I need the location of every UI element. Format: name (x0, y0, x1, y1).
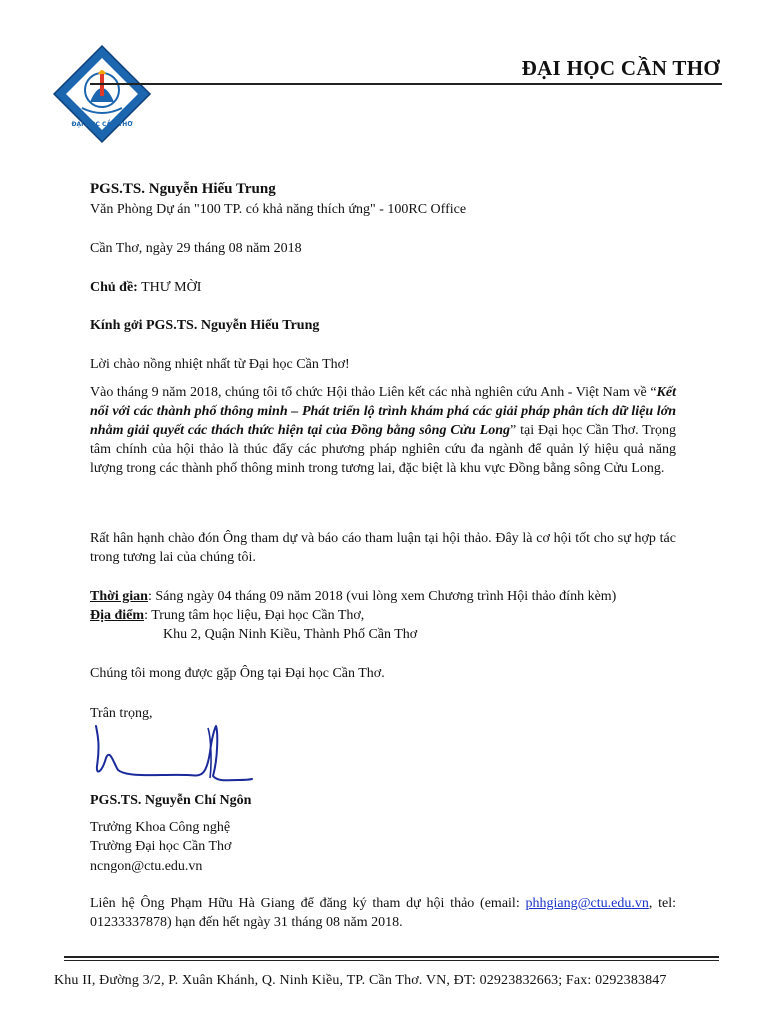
subject-value: THƯ MỜI (141, 280, 202, 295)
university-logo (52, 44, 152, 144)
contact-text-after: , tel: 01233337878) hạn đến hết ngày 31 tháng 08 năm 2018. (90, 896, 676, 930)
place-label: Địa điểm (90, 608, 145, 623)
signer-email: ncngon@ctu.edu.vn (90, 859, 203, 874)
closing: Trân trọng, (90, 706, 153, 721)
place-line (90, 606, 364, 625)
date-line: Cần Thơ, ngày 29 tháng 08 năm 2018 (90, 241, 302, 256)
paragraph-1-lead: Vào tháng 9 năm 2018, chúng tôi tổ chức Hội thảo Liên kết các nhà nghiên cứu Anh - Việt Nam về “ (90, 385, 657, 400)
closing-hope: Chúng tôi mong được gặp Ông tại Đại học Cần Thơ. (90, 666, 385, 681)
subject-label: Chủ đề: (90, 280, 138, 295)
header-rule (90, 83, 722, 85)
signature (88, 722, 258, 790)
paragraph-2: Rất hân hạnh chào đón Ông tham dự và báo cáo tham luận tại hội thảo. Đây là cơ hội tốt cho sự hợp tác trong tương lai của chúng tôi. (90, 531, 676, 565)
logo-text: ĐẠI HỌC CẦN THƠ (71, 121, 133, 128)
signer-title-1: Trưởng Khoa Công nghệ (90, 820, 231, 835)
signer-title-2: Trường Đại học Cần Thơ (90, 839, 232, 854)
time-label: Thời gian (90, 589, 148, 604)
footer-rule (64, 956, 719, 958)
time-line (90, 587, 616, 606)
greeting: Lời chào nồng nhiệt nhất từ Đại học Cần Thơ! (90, 357, 350, 372)
footer-rule-thin (64, 960, 719, 961)
contact-email-link[interactable]: phhgiang@ctu.edu.vn (525, 896, 649, 911)
signer-name: PGS.TS. Nguyễn Chí Ngôn (90, 793, 252, 808)
place-value: : Trung tâm học liệu, Đại học Cần Thơ, (144, 608, 365, 623)
salutation: Kính gởi PGS.TS. Nguyễn Hiếu Trung (90, 318, 320, 333)
recipient-name: PGS.TS. Nguyễn Hiếu Trung (90, 181, 276, 197)
university-name: ĐẠI HỌC CẦN THƠ (521, 56, 720, 80)
paragraph-1-tail: ” tại Đại học Cần Thơ. Trọng tâm chính của hội thảo là thúc đẩy các phương pháp nghiên cứu đa ngành để quản lý hiệu quả năng lượng trong các thành phố thông minh trong tương lai, đặc biệt là khu vực Đồng bằng sông Cửu Long. (90, 423, 677, 476)
recipient-office: Văn Phòng Dự án "100 TP. có khả năng thích ứng" - 100RC Office (90, 202, 467, 217)
time-value: : Sáng ngày 04 tháng 09 năm 2018 (vui lòng xem Chương trình Hội thảo đính kèm) (147, 589, 617, 604)
contact-text-before: Liên hệ Ông Phạm Hữu Hà Giang để đăng ký tham dự hội thảo (email: (90, 896, 526, 911)
subject-line (90, 278, 201, 297)
place-line-2: Khu 2, Quận Ninh Kiều, Thành Phố Cần Thơ (163, 627, 418, 642)
contact-note (90, 894, 676, 932)
workshop-title: Kết nối với các thành phố thông minh – Phát triển lộ trình khám phá các giải pháp phân tích dữ liệu lớn nhằm giải quyết các thách thức hiện tại của Đồng bằng sông Cửu Long (90, 385, 676, 438)
paragraph-1 (90, 383, 676, 478)
footer-address: Khu II, Đường 3/2, P. Xuân Khánh, Q. Ninh Kiều, TP. Cần Thơ. VN, ĐT: 02923832663; Fax: 0292383847 (54, 973, 667, 988)
